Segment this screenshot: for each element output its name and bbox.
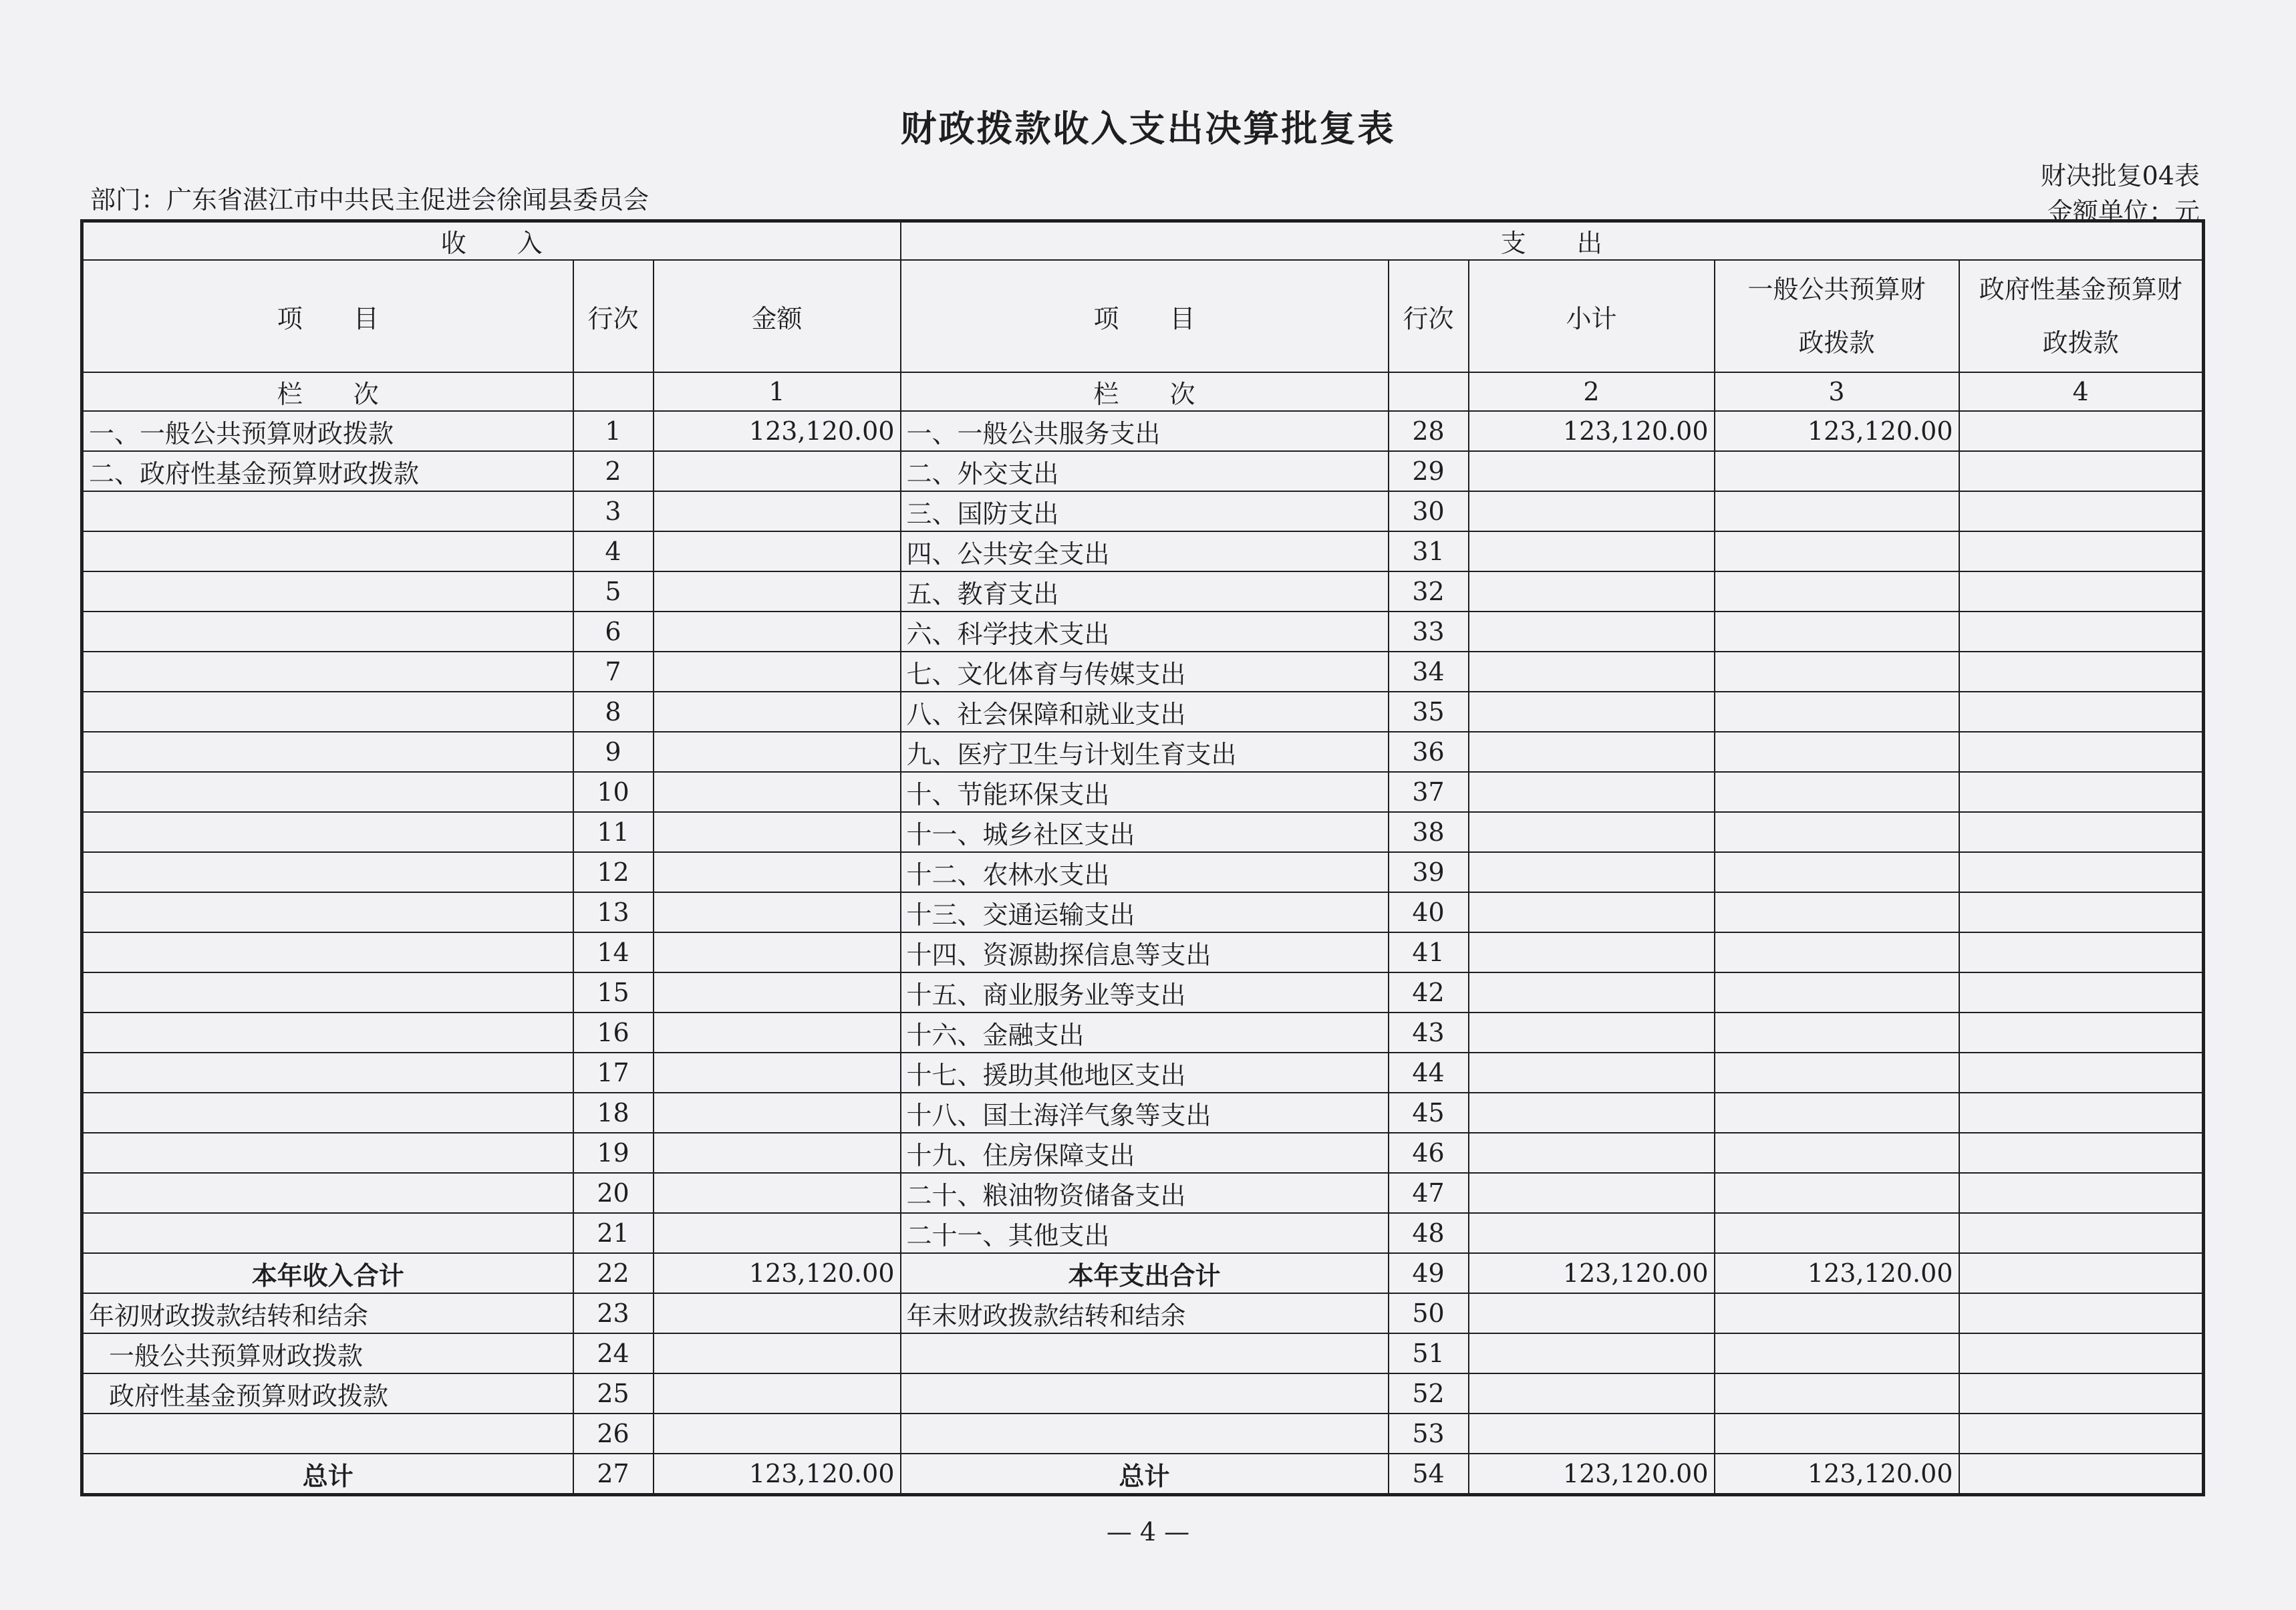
expense-subtotal — [1469, 451, 1715, 491]
line-number: 12 — [573, 852, 654, 892]
line-number: 21 — [573, 1213, 654, 1253]
line-number: 15 — [573, 972, 654, 1013]
empty-cell — [1469, 1414, 1715, 1454]
expense-general — [1715, 852, 1959, 892]
page-number: — 4 — — [1106, 1517, 1190, 1547]
line-number: 5 — [573, 571, 654, 612]
income-item-header: 项 目 — [82, 260, 573, 372]
expense-item: 三、国防支出 — [901, 491, 1389, 531]
empty-cell — [1959, 1293, 2204, 1333]
empty-cell — [901, 1414, 1389, 1454]
line-number: 50 — [1389, 1293, 1469, 1333]
income-amount — [654, 1133, 901, 1173]
expense-subtotal — [1469, 852, 1715, 892]
expense-item: 十六、金融支出 — [901, 1013, 1389, 1053]
line-number: 4 — [573, 531, 654, 571]
expense-item: 十五、商业服务业等支出 — [901, 972, 1389, 1013]
expense-general — [1715, 972, 1959, 1013]
line-number: 28 — [1389, 411, 1469, 451]
income-amount — [654, 531, 901, 571]
income-col-label: 栏 次 — [82, 372, 573, 411]
empty-cell — [1959, 1333, 2204, 1373]
expense-general — [1715, 1213, 1959, 1253]
expense-fund — [1959, 411, 2204, 451]
table-row — [82, 451, 2204, 491]
expense-fund — [1959, 772, 2204, 812]
line-number: 1 — [573, 411, 654, 451]
line-number: 19 — [573, 1133, 654, 1173]
col-number-3: 3 — [1715, 372, 1959, 411]
table-row — [82, 1133, 2204, 1173]
line-number: 7 — [573, 652, 654, 692]
expense-item: 十八、国土海洋气象等支出 — [901, 1093, 1389, 1133]
empty-cell — [1959, 1414, 2204, 1454]
line-number: 23 — [573, 1293, 654, 1333]
expense-general — [1715, 612, 1959, 652]
income-amount — [654, 812, 901, 852]
empty-cell — [1715, 1333, 1959, 1373]
line-number: 17 — [573, 1053, 654, 1093]
expense-item: 二十、粮油物资储备支出 — [901, 1173, 1389, 1213]
expense-fund — [1959, 571, 2204, 612]
table-row — [82, 692, 2204, 732]
empty-cell — [1715, 1293, 1959, 1333]
income-amount — [654, 852, 901, 892]
expense-item: 十九、住房保障支出 — [901, 1133, 1389, 1173]
income-item — [82, 531, 573, 571]
income-amount — [654, 892, 901, 932]
department-label: 部门：广东省湛江市中共民主促进会徐闻县委员会 — [90, 185, 650, 215]
expense-subtotal — [1469, 1173, 1715, 1213]
empty-cell — [1469, 1333, 1715, 1373]
general-budget-header: 一般公共预算财政拨款 — [1715, 260, 1959, 372]
line-number: 37 — [1389, 772, 1469, 812]
table-row — [82, 732, 2204, 772]
line-number: 40 — [1389, 892, 1469, 932]
gov-fund-header: 政府性基金预算财政拨款 — [1959, 260, 2204, 372]
expense-fund — [1959, 812, 2204, 852]
income-item — [82, 852, 573, 892]
line-number: 35 — [1389, 692, 1469, 732]
line-number: 43 — [1389, 1013, 1469, 1053]
expense-item: 六、科学技术支出 — [901, 612, 1389, 652]
empty-cell — [1469, 1373, 1715, 1414]
line-number: 24 — [573, 1333, 654, 1373]
empty-cell — [1715, 1373, 1959, 1414]
income-header: 收 入 — [82, 221, 901, 261]
expense-fund — [1959, 491, 2204, 531]
income-amount — [654, 451, 901, 491]
expense-fund — [1959, 1213, 2204, 1253]
income-amount: 123,120.00 — [654, 411, 901, 451]
income-item — [82, 1133, 573, 1173]
expense-fund — [1959, 531, 2204, 571]
table-row — [82, 772, 2204, 812]
expense-general — [1715, 892, 1959, 932]
expense-header: 支 出 — [901, 221, 2204, 261]
line-number: 42 — [1389, 972, 1469, 1013]
end-carry-label: 年末财政拨款结转和结余 — [901, 1293, 1389, 1333]
income-amount — [654, 1013, 901, 1053]
income-amount-header: 金额 — [654, 260, 901, 372]
expense-fund — [1959, 932, 2204, 972]
year-expense-general: 123,120.00 — [1715, 1253, 1959, 1293]
empty-cell — [1469, 1293, 1715, 1333]
line-number: 13 — [573, 892, 654, 932]
grand-expense-label: 总计 — [901, 1454, 1389, 1495]
begin-fund-label: 政府性基金预算财政拨款 — [82, 1373, 573, 1414]
line-number: 11 — [573, 812, 654, 852]
expense-fund — [1959, 451, 2204, 491]
table-row — [82, 531, 2204, 571]
line-number: 27 — [573, 1454, 654, 1495]
empty-cell — [901, 1373, 1389, 1414]
line-number: 8 — [573, 692, 654, 732]
income-item — [82, 692, 573, 732]
table-row — [82, 491, 2204, 531]
expense-general — [1715, 531, 1959, 571]
line-number: 20 — [573, 1173, 654, 1213]
grand-expense-subtotal: 123,120.00 — [1469, 1454, 1715, 1495]
income-item — [82, 652, 573, 692]
income-amount — [654, 1173, 901, 1213]
expense-general — [1715, 1013, 1959, 1053]
income-item — [82, 972, 573, 1013]
expense-item: 十七、援助其他地区支出 — [901, 1053, 1389, 1093]
expense-fund — [1959, 852, 2204, 892]
col-number-1: 1 — [654, 372, 901, 411]
table-row — [82, 1053, 2204, 1093]
year-income-amount: 123,120.00 — [654, 1253, 901, 1293]
line-number: 26 — [573, 1414, 654, 1454]
page-title: 财政拨款收入支出决算批复表 — [900, 108, 1396, 150]
expense-fund — [1959, 972, 2204, 1013]
year-expense-label: 本年支出合计 — [901, 1253, 1389, 1293]
col-number-2: 2 — [1469, 372, 1715, 411]
expense-general — [1715, 772, 1959, 812]
expense-item: 五、教育支出 — [901, 571, 1389, 612]
line-number: 38 — [1389, 812, 1469, 852]
blank-row — [82, 1414, 2204, 1454]
income-amount — [654, 692, 901, 732]
income-amount — [654, 1213, 901, 1253]
expense-subtotal — [1469, 571, 1715, 612]
line-number: 29 — [1389, 451, 1469, 491]
grand-income-amount: 123,120.00 — [654, 1454, 901, 1495]
expense-subtotal — [1469, 932, 1715, 972]
expense-fund — [1959, 652, 2204, 692]
income-item — [82, 892, 573, 932]
line-number: 9 — [573, 732, 654, 772]
line-number: 16 — [573, 1013, 654, 1053]
grand-total-row — [82, 1454, 2204, 1495]
begin-carry-label: 年初财政拨款结转和结余 — [82, 1293, 573, 1333]
empty-cell — [654, 1373, 901, 1414]
expense-fund — [1959, 1053, 2204, 1093]
empty-cell — [1389, 372, 1469, 411]
expense-subtotal — [1469, 652, 1715, 692]
line-number: 48 — [1389, 1213, 1469, 1253]
amount-unit: 金额单位：元 — [2047, 197, 2200, 227]
expense-subtotal — [1469, 732, 1715, 772]
income-amount — [654, 1093, 901, 1133]
expense-item: 十一、城乡社区支出 — [901, 812, 1389, 852]
income-item — [82, 1013, 573, 1053]
line-number: 46 — [1389, 1133, 1469, 1173]
income-item — [82, 772, 573, 812]
year-income-label: 本年收入合计 — [82, 1253, 573, 1293]
income-item — [82, 1053, 573, 1093]
year-total-row — [82, 1253, 2204, 1293]
income-amount — [654, 932, 901, 972]
expense-item: 八、社会保障和就业支出 — [901, 692, 1389, 732]
income-amount — [654, 772, 901, 812]
line-number: 32 — [1389, 571, 1469, 612]
expense-col-label: 栏 次 — [901, 372, 1389, 411]
expense-fund — [1959, 692, 2204, 732]
line-number: 33 — [1389, 612, 1469, 652]
income-item — [82, 932, 573, 972]
expense-general — [1715, 491, 1959, 531]
expense-subtotal — [1469, 491, 1715, 531]
line-number: 22 — [573, 1253, 654, 1293]
line-number: 52 — [1389, 1373, 1469, 1414]
expense-item: 十二、农林水支出 — [901, 852, 1389, 892]
line-number: 47 — [1389, 1173, 1469, 1213]
line-number: 34 — [1389, 652, 1469, 692]
table-row — [82, 1213, 2204, 1253]
table-row — [82, 411, 2204, 451]
col-number-4: 4 — [1959, 372, 2204, 411]
table-row — [82, 932, 2204, 972]
line-number: 45 — [1389, 1093, 1469, 1133]
expense-fund — [1959, 1133, 2204, 1173]
expense-general — [1715, 692, 1959, 732]
income-amount — [654, 972, 901, 1013]
line-number: 30 — [1389, 491, 1469, 531]
expense-subtotal: 123,120.00 — [1469, 411, 1715, 451]
expense-fund — [1959, 1093, 2204, 1133]
empty-cell — [654, 1333, 901, 1373]
expense-general — [1715, 1133, 1959, 1173]
expense-general — [1715, 451, 1959, 491]
expense-general — [1715, 812, 1959, 852]
expense-item: 十、节能环保支出 — [901, 772, 1389, 812]
year-expense-subtotal: 123,120.00 — [1469, 1253, 1715, 1293]
expense-general — [1715, 1093, 1959, 1133]
empty-cell — [82, 1414, 573, 1454]
income-item — [82, 571, 573, 612]
expense-item: 九、医疗卫生与计划生育支出 — [901, 732, 1389, 772]
line-number: 25 — [573, 1373, 654, 1414]
empty-cell — [1959, 1373, 2204, 1414]
expense-item: 二十一、其他支出 — [901, 1213, 1389, 1253]
line-number: 51 — [1389, 1333, 1469, 1373]
expense-subtotal — [1469, 1133, 1715, 1173]
subtotal-header: 小计 — [1469, 260, 1715, 372]
expense-general — [1715, 652, 1959, 692]
income-item — [82, 1093, 573, 1133]
carryover-row — [82, 1293, 2204, 1333]
table-row — [82, 892, 2204, 932]
expense-subtotal — [1469, 812, 1715, 852]
carryover-general-row — [82, 1333, 2204, 1373]
table-row — [82, 972, 2204, 1013]
empty-cell — [901, 1333, 1389, 1373]
line-number: 6 — [573, 612, 654, 652]
line-number: 49 — [1389, 1253, 1469, 1293]
expense-item: 七、文化体育与传媒支出 — [901, 652, 1389, 692]
empty-cell — [654, 1414, 901, 1454]
expense-fund — [1959, 732, 2204, 772]
income-item — [82, 732, 573, 772]
line-number: 3 — [573, 491, 654, 531]
line-number: 44 — [1389, 1053, 1469, 1093]
expense-subtotal — [1469, 1093, 1715, 1133]
line-number: 2 — [573, 451, 654, 491]
expense-subtotal — [1469, 692, 1715, 732]
grand-expense-general: 123,120.00 — [1715, 1454, 1959, 1495]
expense-general — [1715, 571, 1959, 612]
line-number: 31 — [1389, 531, 1469, 571]
expense-subtotal — [1469, 531, 1715, 571]
table-row — [82, 1093, 2204, 1133]
table-row — [82, 652, 2204, 692]
expense-item: 十四、资源勘探信息等支出 — [901, 932, 1389, 972]
begin-carry-amount — [654, 1293, 901, 1333]
income-amount — [654, 652, 901, 692]
year-expense-fund — [1959, 1253, 2204, 1293]
table-row — [82, 571, 2204, 612]
income-item — [82, 812, 573, 852]
expense-subtotal — [1469, 772, 1715, 812]
expense-fund — [1959, 1173, 2204, 1213]
expense-item: 二、外交支出 — [901, 451, 1389, 491]
empty-cell — [1715, 1414, 1959, 1454]
carryover-fund-row — [82, 1373, 2204, 1414]
table-row — [82, 812, 2204, 852]
line-number: 53 — [1389, 1414, 1469, 1454]
income-amount — [654, 612, 901, 652]
expense-general — [1715, 1053, 1959, 1093]
line-number: 54 — [1389, 1454, 1469, 1495]
line-number: 41 — [1389, 932, 1469, 972]
expense-subtotal — [1469, 892, 1715, 932]
table-row — [82, 852, 2204, 892]
begin-general-label: 一般公共预算财政拨款 — [82, 1333, 573, 1373]
income-line-header: 行次 — [573, 260, 654, 372]
table-row — [82, 1173, 2204, 1213]
expense-subtotal — [1469, 1053, 1715, 1093]
empty-cell — [573, 372, 654, 411]
table-row — [82, 612, 2204, 652]
expense-general — [1715, 1173, 1959, 1213]
income-amount — [654, 1053, 901, 1093]
expense-general: 123,120.00 — [1715, 411, 1959, 451]
expense-general — [1715, 932, 1959, 972]
expense-fund — [1959, 1013, 2204, 1053]
line-number: 36 — [1389, 732, 1469, 772]
expense-subtotal — [1469, 612, 1715, 652]
expense-subtotal — [1469, 972, 1715, 1013]
grand-income-label: 总计 — [82, 1454, 573, 1495]
line-number: 14 — [573, 932, 654, 972]
income-item: 二、政府性基金预算财政拨款 — [82, 451, 573, 491]
income-item — [82, 491, 573, 531]
expense-fund — [1959, 612, 2204, 652]
line-number: 39 — [1389, 852, 1469, 892]
expense-fund — [1959, 892, 2204, 932]
income-item: 一、一般公共预算财政拨款 — [82, 411, 573, 451]
expense-subtotal — [1469, 1213, 1715, 1253]
income-item — [82, 612, 573, 652]
income-item — [82, 1213, 573, 1253]
income-item — [82, 1173, 573, 1213]
expense-item: 四、公共安全支出 — [901, 531, 1389, 571]
expense-subtotal — [1469, 1013, 1715, 1053]
expense-general — [1715, 732, 1959, 772]
expense-item: 十三、交通运输支出 — [901, 892, 1389, 932]
expense-line-header: 行次 — [1389, 260, 1469, 372]
income-amount — [654, 732, 901, 772]
expense-item-header: 项 目 — [901, 260, 1389, 372]
grand-expense-fund — [1959, 1454, 2204, 1495]
table-row — [82, 1013, 2204, 1053]
line-number: 18 — [573, 1093, 654, 1133]
table-number: 财决批复04表 — [2040, 161, 2200, 190]
budget-table — [80, 219, 2205, 1496]
income-amount — [654, 491, 901, 531]
expense-item: 一、一般公共服务支出 — [901, 411, 1389, 451]
income-amount — [654, 571, 901, 612]
line-number: 10 — [573, 772, 654, 812]
